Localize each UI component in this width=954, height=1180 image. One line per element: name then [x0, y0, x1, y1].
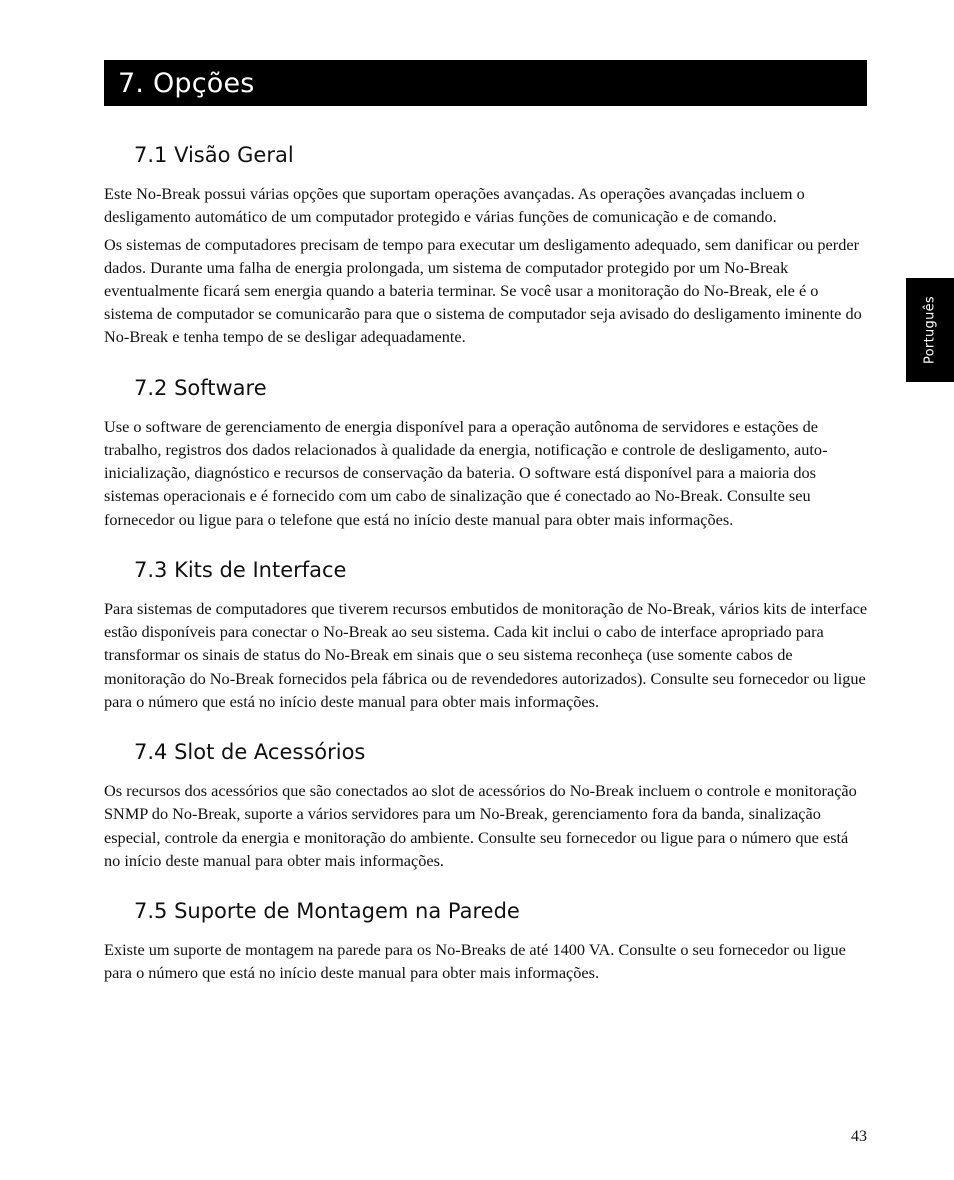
page-number: 43	[851, 1128, 867, 1145]
language-side-tab	[906, 278, 954, 382]
page-content	[104, 143, 868, 1012]
section-heading: 7.3 Kits de Interface	[134, 557, 347, 582]
section-paragraph: Os recursos dos acessórios que são conectados ao slot de acessórios do No-Break incluem o controle e monitoração SNMP do No-Break, suporte a vários servidores para um No-Break, gerenciamento fora da banda, sinalização especial, controle da energia e monitoração do ambiente. Consulte seu fornecedor ou ligue para o número que está no início deste manual para obter mais informações.	[104, 781, 857, 870]
section-software	[104, 376, 868, 531]
language-label: Português	[922, 296, 938, 364]
section-heading: 7.1 Visão Geral	[134, 143, 294, 167]
section-paragraph: Existe um suporte de montagem na parede para os No-Breaks de até 1400 VA. Consulte o seu fornecedor ou ligue para o número que está no início deste manual para obter mais informações.	[104, 940, 846, 983]
chapter-title: 7. Opções	[118, 67, 255, 99]
section-wall-mount	[104, 899, 868, 985]
section-heading: 7.4 Slot de Acessórios	[134, 740, 366, 765]
section-interface-kits	[104, 558, 868, 713]
chapter-title-bar	[104, 60, 867, 106]
section-paragraph: Os sistemas de computadores precisam de tempo para executar um desligamento adequado, sem danificar ou perder dados. Durante uma falha de energia prolongada, um sistema de computador protegido por um No-Break eventualmente ficará sem energia quando a bateria terminar. Se você usar a monitoração do No-Break, ele é o sistema de computador se comunicarão para que o sistema de computador seja avisado do desligamento iminente do No-Break e tenha tempo de se desligar adequadamente.	[104, 234, 862, 347]
section-heading: 7.5 Suporte de Montagem na Parede	[134, 899, 520, 924]
section-accessory-slot	[104, 740, 868, 872]
section-heading: 7.2 Software	[134, 375, 267, 400]
section-overview	[104, 143, 868, 349]
section-paragraph: Para sistemas de computadores que tiverem recursos embutidos de monitoração de No-Break, vários kits de interface estão disponíveis para conectar o No-Break ao seu sistema. Cada kit inclui o cabo de interface apropriado para transformar os sinais de status do No-Break em sinais que o seu sistema reconheça (use somente cabos de monitoração do No-Break fornecidos pela fábrica ou de revendedores autorizados). Consulte seu fornecedor ou ligue para o número que está no início deste manual para obter mais informações.	[104, 599, 868, 711]
section-paragraph: Este No-Break possui várias opções que suportam operações avançadas. As operações avançadas incluem o desligamento automático de um computador protegido e várias funções de comunicação e de comando.	[104, 184, 805, 227]
section-paragraph: Use o software de gerenciamento de energia disponível para a operação autônoma de servidores e estações de trabalho, registros dos dados relacionados à qualidade da energia, notificação e controle de desligamento, auto-inicialização, diagnóstico e recursos de conservação da bateria. O software está disponível para a maioria dos sistemas operacionais e é fornecido com um cabo de sinalização que é conectado ao No-Break. Consulte seu fornecedor ou ligue para o telefone que está no início deste manual para obter mais informações.	[104, 416, 828, 529]
